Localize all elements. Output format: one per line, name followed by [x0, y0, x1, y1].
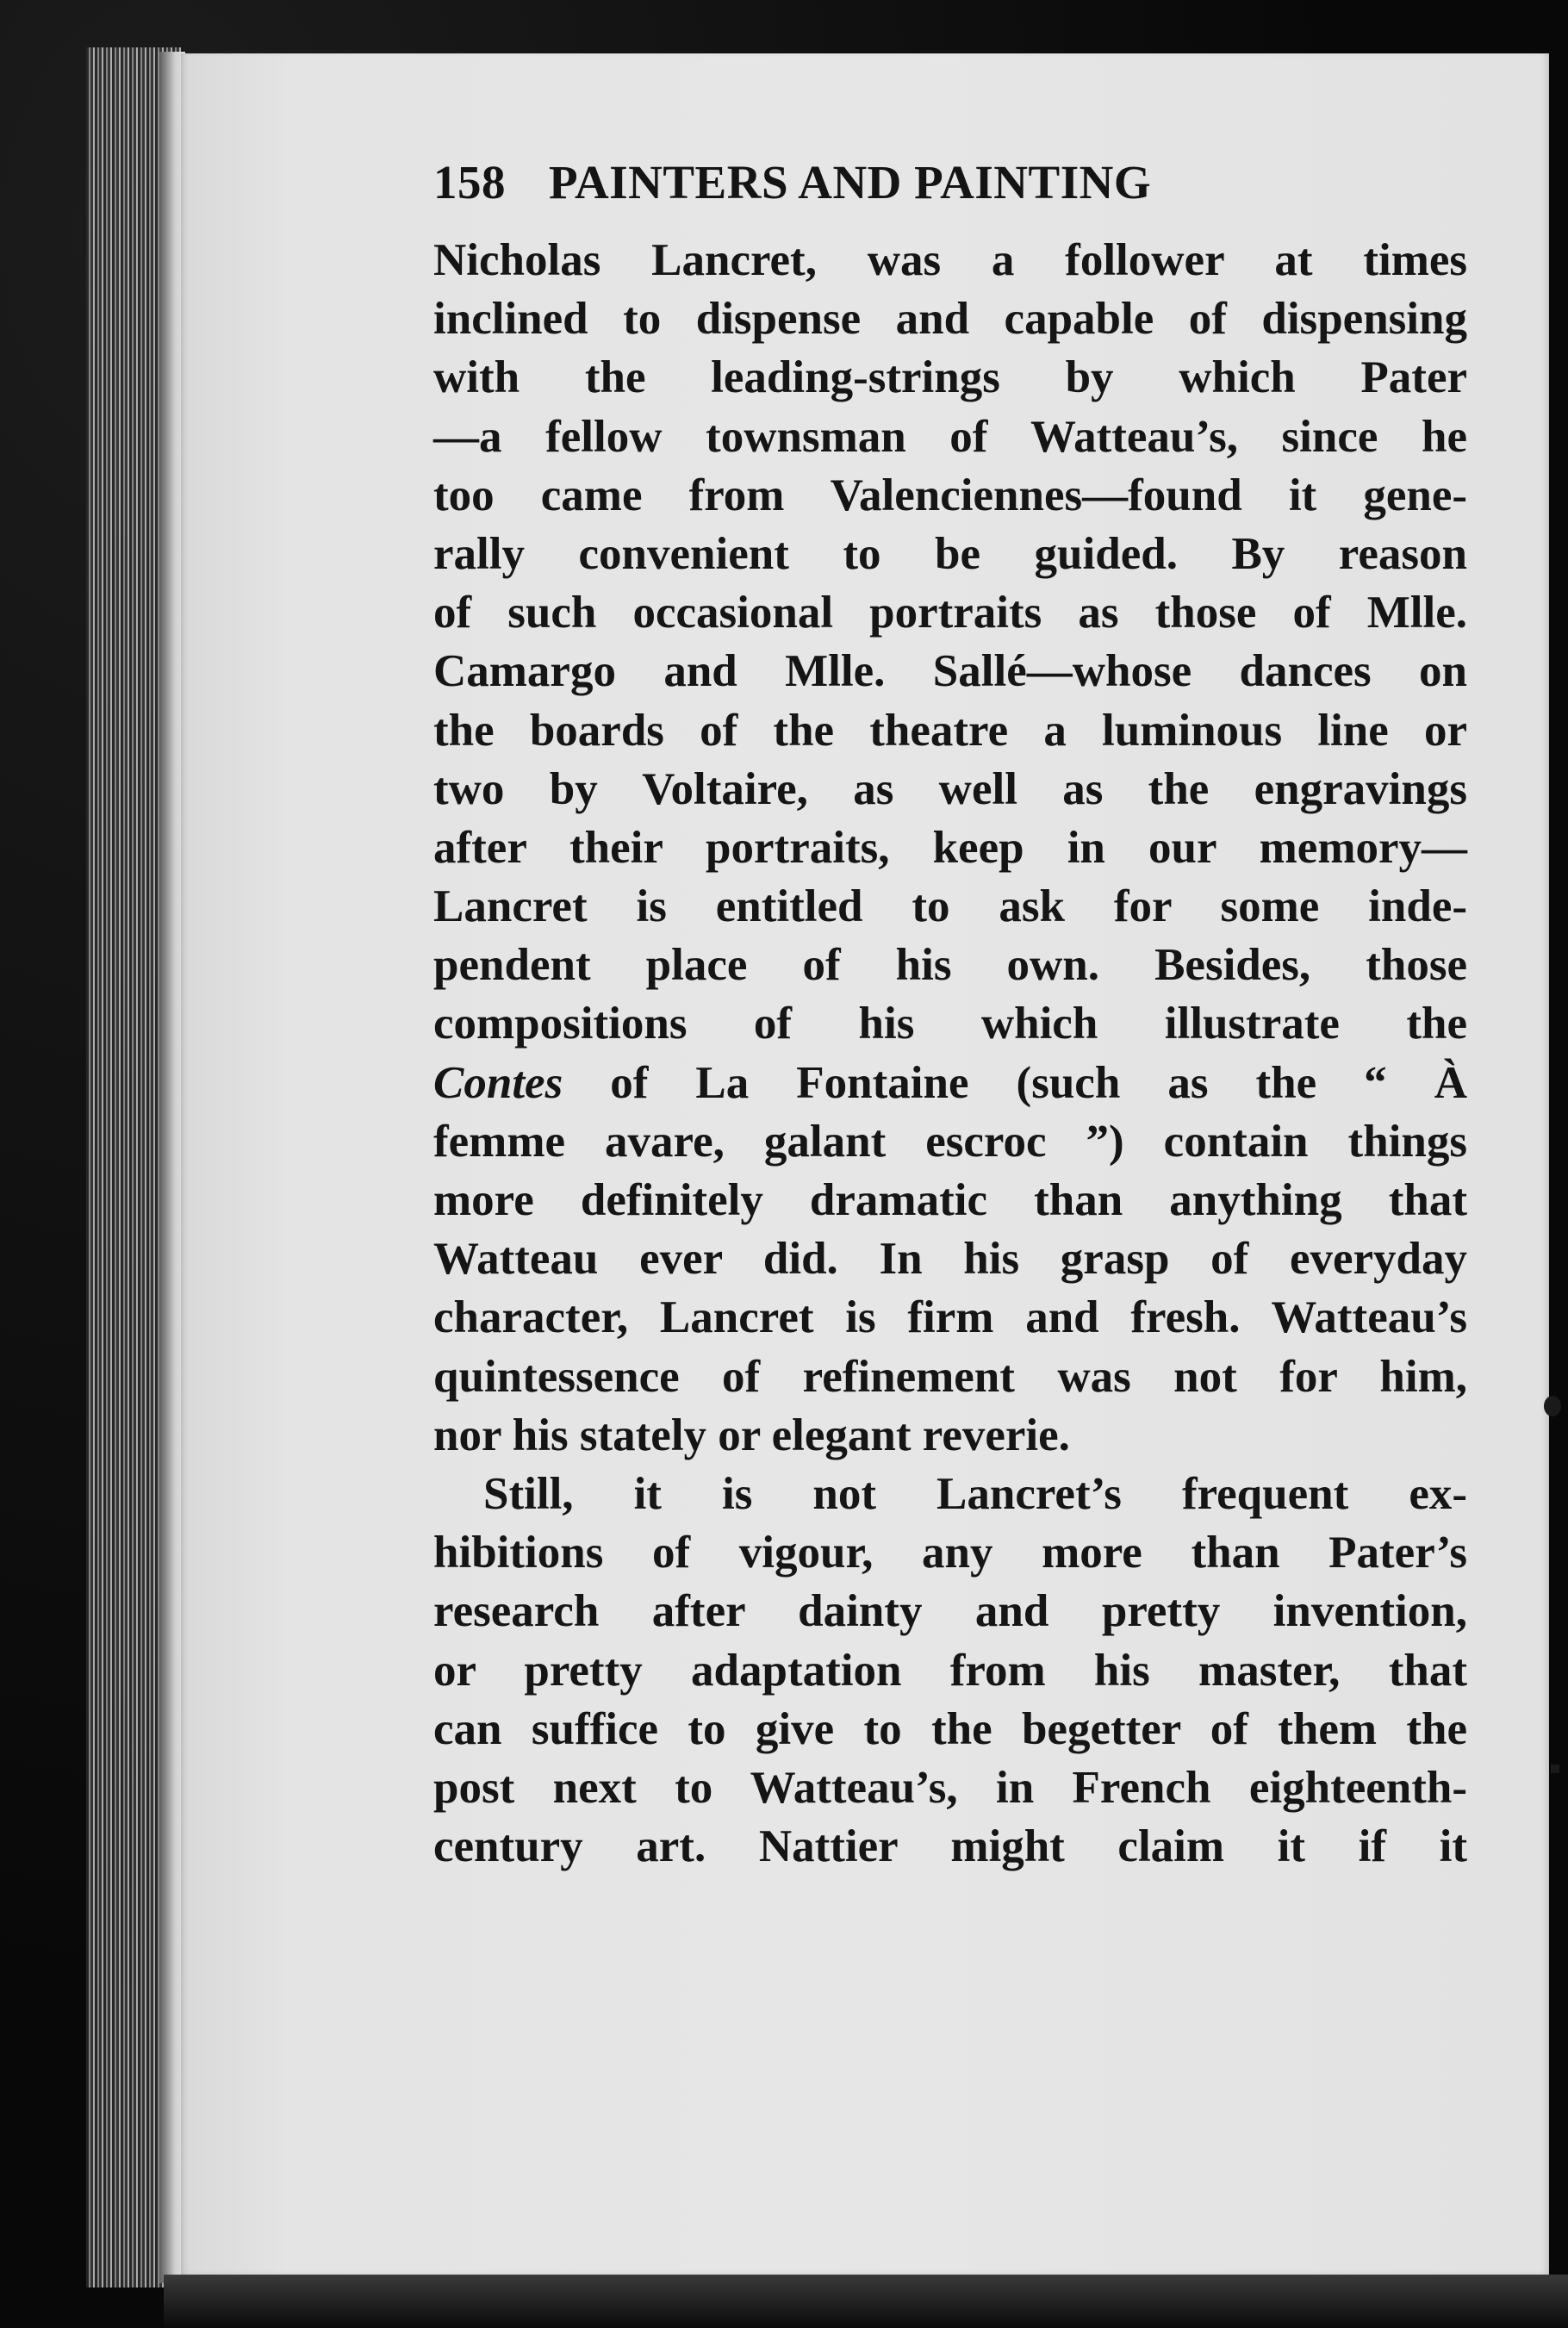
- text-line: with the leading-strings by which Pater: [433, 352, 1467, 403]
- text-line: too came from Valenciennes—found it gene-: [433, 470, 1467, 520]
- page-number: 158: [433, 156, 506, 209]
- margin-ink-mark: [1544, 1396, 1561, 1416]
- text-line: Lancret is entitled to ask for some inde-: [433, 881, 1467, 932]
- text-fragment: of La Fontaine (such as the “ À: [563, 1057, 1467, 1108]
- body-text: [433, 231, 1467, 1876]
- text-line: of such occasional portraits as those of Mlle.: [433, 588, 1467, 638]
- running-head: [433, 155, 1329, 207]
- text-line: Watteau ever did. In his grasp of everyday: [433, 1234, 1467, 1285]
- text-line: Still, it is not Lancret’s frequent ex-: [483, 1468, 1467, 1519]
- text-line: —a fellow townsman of Watteau’s, since he: [433, 411, 1467, 462]
- text-line: hibitions of vigour, any more than Pater’s: [433, 1528, 1467, 1578]
- italic-title: Contes: [433, 1057, 563, 1108]
- text-line: rally convenient to be guided. By reason: [433, 528, 1467, 579]
- text-line: more definitely dramatic than anything that: [433, 1175, 1467, 1225]
- margin-ink-speck: [1551, 1765, 1559, 1773]
- text-line: inclined to dispense and capable of dispensing: [433, 294, 1467, 345]
- text-line: the boards of the theatre a luminous line or: [433, 705, 1467, 756]
- text-line: research after dainty and pretty invention,: [433, 1586, 1467, 1637]
- text-line: post next to Watteau’s, in French eighteenth-: [433, 1762, 1467, 1813]
- text-line: nor his stately or elegant reverie.: [433, 1410, 1070, 1460]
- text-line: femme avare, galant escroc ”) contain things: [433, 1116, 1467, 1167]
- paragraph-2: [433, 1465, 1467, 1876]
- text-line: or pretty adaptation from his master, that: [433, 1645, 1467, 1696]
- running-title: PAINTERS AND PAINTING: [549, 156, 1152, 209]
- text-line: can suffice to give to the begetter of them the: [433, 1703, 1467, 1754]
- text-line: quintessence of refinement was not for him,: [433, 1351, 1467, 1402]
- paragraph-1: [433, 231, 1467, 1465]
- text-line: compositions of his which illustrate the: [433, 999, 1467, 1049]
- text-line: after their portraits, keep in our memory—: [433, 822, 1467, 873]
- text-line: two by Voltaire, as well as the engravings: [433, 763, 1467, 814]
- text-line: [433, 1054, 1467, 1112]
- text-line: pendent place of his own. Besides, those: [433, 940, 1467, 991]
- text-line: character, Lancret is firm and fresh. Watteau’s: [433, 1292, 1467, 1343]
- text-line: Nicholas Lancret, was a follower at times: [433, 235, 1467, 285]
- text-line: Camargo and Mlle. Sallé—whose dances on: [433, 646, 1467, 697]
- text-line: century art. Nattier might claim it if it: [433, 1821, 1467, 1872]
- page-bottom-shadow: [164, 2275, 1568, 2328]
